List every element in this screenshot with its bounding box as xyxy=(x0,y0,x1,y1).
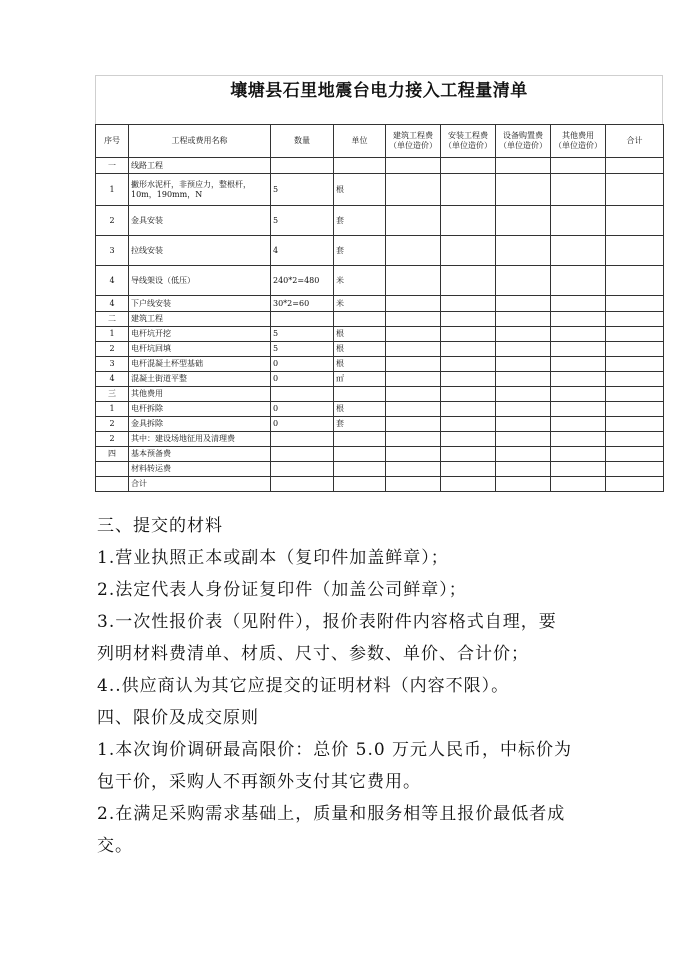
cell-empty xyxy=(386,342,441,357)
cell-seq: 2 xyxy=(96,432,129,447)
table-row xyxy=(96,447,664,462)
cell-seq: 一 xyxy=(96,158,129,174)
cell-qty: 0 xyxy=(271,357,334,372)
cell-empty xyxy=(551,402,606,417)
cell-name: 其他费用 xyxy=(129,387,271,402)
cell-empty xyxy=(606,312,664,327)
cell-empty xyxy=(496,312,551,327)
cell-empty xyxy=(496,342,551,357)
cell-empty xyxy=(496,402,551,417)
cell-empty xyxy=(496,266,551,296)
cell-empty xyxy=(441,432,496,447)
sheet-title: 壤塘县石里地震台电力接入工程量清单 xyxy=(95,75,663,106)
cell-empty xyxy=(551,372,606,387)
header-unit: 单位 xyxy=(334,125,386,158)
cell-empty xyxy=(496,432,551,447)
cell-empty xyxy=(441,447,496,462)
header-build-label: 建筑工程费 xyxy=(393,131,433,140)
cell-name: 混凝土街道平整 xyxy=(129,372,271,387)
cell-empty xyxy=(386,312,441,327)
cell-empty xyxy=(551,447,606,462)
cell-name: 电杆坑开挖 xyxy=(129,327,271,342)
table-row xyxy=(96,342,664,357)
cell-unit xyxy=(334,477,386,492)
cell-empty xyxy=(606,357,664,372)
header-build-cost xyxy=(386,125,441,158)
header-name: 工程或费用名称 xyxy=(129,125,271,158)
cell-empty xyxy=(441,327,496,342)
cell-empty xyxy=(551,387,606,402)
cell-qty: 5 xyxy=(271,342,334,357)
cell-qty xyxy=(271,477,334,492)
cell-empty xyxy=(496,296,551,312)
section-heading-materials: 三、提交的材料 xyxy=(97,516,223,536)
cell-seq: 二 xyxy=(96,312,129,327)
cell-unit xyxy=(334,312,386,327)
cell-empty xyxy=(551,417,606,432)
cell-empty xyxy=(496,417,551,432)
cell-empty xyxy=(496,387,551,402)
cell-seq: 1 xyxy=(96,174,129,206)
cell-unit: 根 xyxy=(334,327,386,342)
cell-empty xyxy=(441,477,496,492)
header-qty: 数量 xyxy=(271,125,334,158)
cell-empty xyxy=(606,266,664,296)
cell-empty xyxy=(386,296,441,312)
cell-seq: 4 xyxy=(96,372,129,387)
cell-empty xyxy=(441,372,496,387)
cell-empty xyxy=(606,236,664,266)
cell-empty xyxy=(441,387,496,402)
paragraph: 2.在满足采购需求基础上，质量和服务相等且报价最低者成 xyxy=(97,804,566,824)
cell-qty: 5 xyxy=(271,174,334,206)
header-other-label: 其他费用 xyxy=(562,131,594,140)
paragraph: 包干价，采购人不再额外支付其它费用。 xyxy=(97,772,421,792)
header-other-cost xyxy=(551,125,606,158)
cell-empty xyxy=(606,477,664,492)
paragraph: 1.营业执照正本或副本（复印件加盖鲜章）； xyxy=(97,548,449,568)
cell-qty: 5 xyxy=(271,206,334,236)
cell-empty xyxy=(441,402,496,417)
cell-empty xyxy=(386,402,441,417)
table-row xyxy=(96,462,664,477)
cell-name: 材料转运费 xyxy=(129,462,271,477)
cell-empty xyxy=(606,372,664,387)
cell-qty: 4 xyxy=(271,236,334,266)
cell-empty xyxy=(441,158,496,174)
cell-empty xyxy=(551,296,606,312)
cell-qty: 0 xyxy=(271,402,334,417)
table-row xyxy=(96,432,664,447)
cell-empty xyxy=(386,174,441,206)
cell-unit xyxy=(334,432,386,447)
cell-qty xyxy=(271,158,334,174)
cell-empty xyxy=(551,327,606,342)
cell-empty xyxy=(386,417,441,432)
cell-name: 下户线安装 xyxy=(129,296,271,312)
cell-unit xyxy=(334,462,386,477)
cell-name: 基本预备费 xyxy=(129,447,271,462)
cell-qty: 0 xyxy=(271,372,334,387)
cell-empty xyxy=(441,236,496,266)
table-row xyxy=(96,387,664,402)
paragraph: 4..供应商认为其它应提交的证明材料（内容不限）。 xyxy=(97,676,510,696)
cell-unit: 套 xyxy=(334,236,386,266)
table-row xyxy=(96,417,664,432)
cell-name: 电杆坑回填 xyxy=(129,342,271,357)
cell-empty xyxy=(496,477,551,492)
cell-seq: 四 xyxy=(96,447,129,462)
cell-empty xyxy=(441,417,496,432)
cell-empty xyxy=(551,174,606,206)
cell-empty xyxy=(551,266,606,296)
cell-empty xyxy=(496,236,551,266)
cell-empty xyxy=(606,417,664,432)
header-equip-sub: （单位造价） xyxy=(499,141,547,150)
cell-seq xyxy=(96,462,129,477)
cell-unit xyxy=(334,158,386,174)
cell-empty xyxy=(551,357,606,372)
cell-qty: 30*2=60 xyxy=(271,296,334,312)
cell-empty xyxy=(386,387,441,402)
table-header-row xyxy=(96,125,664,158)
paragraph: 3.一次性报价表（见附件），报价表附件内容格式自理，要 xyxy=(97,612,557,632)
cell-empty xyxy=(606,447,664,462)
cell-seq xyxy=(96,477,129,492)
cell-empty xyxy=(606,462,664,477)
header-install-sub: （单位造价） xyxy=(444,141,492,150)
cell-empty xyxy=(441,462,496,477)
header-equip-label: 设备购置费 xyxy=(503,131,543,140)
cell-unit: 根 xyxy=(334,342,386,357)
table-row xyxy=(96,312,664,327)
table-row xyxy=(96,477,664,492)
cell-empty xyxy=(386,372,441,387)
cell-qty: 0 xyxy=(271,417,334,432)
cell-name: 拉线安装 xyxy=(129,236,271,266)
cell-unit xyxy=(334,387,386,402)
cell-empty xyxy=(606,206,664,236)
cell-empty xyxy=(386,158,441,174)
cell-qty xyxy=(271,387,334,402)
cell-name: 线路工程 xyxy=(129,158,271,174)
cell-empty xyxy=(496,462,551,477)
table-row xyxy=(96,206,664,236)
cell-name: 建筑工程 xyxy=(129,312,271,327)
cell-unit: ㎡ xyxy=(334,372,386,387)
cell-empty xyxy=(606,387,664,402)
table-row xyxy=(96,174,664,206)
cell-name: 电杆拆除 xyxy=(129,402,271,417)
cell-unit: 根 xyxy=(334,174,386,206)
header-build-sub: （单位造价） xyxy=(389,141,437,150)
cell-empty xyxy=(441,342,496,357)
cell-unit xyxy=(334,447,386,462)
header-equip-cost xyxy=(496,125,551,158)
quantity-table xyxy=(95,124,664,492)
cell-name: 撇形水泥杆，非预应力，整根杆，10m，190mm，N xyxy=(129,174,271,206)
cell-empty xyxy=(551,342,606,357)
cell-empty xyxy=(551,206,606,236)
cell-seq: 3 xyxy=(96,357,129,372)
cell-name: 金具安装 xyxy=(129,206,271,236)
cell-unit: 根 xyxy=(334,402,386,417)
cell-empty xyxy=(386,236,441,266)
cell-seq: 4 xyxy=(96,266,129,296)
header-install-label: 安装工程费 xyxy=(448,131,488,140)
cell-empty xyxy=(551,462,606,477)
table-row xyxy=(96,402,664,417)
cell-empty xyxy=(496,206,551,236)
cell-seq: 2 xyxy=(96,206,129,236)
cell-name: 其中：建设场地征用及清理费 xyxy=(129,432,271,447)
cell-name: 电杆混凝土杯型基础 xyxy=(129,357,271,372)
cell-empty xyxy=(441,174,496,206)
cell-seq: 2 xyxy=(96,417,129,432)
header-install-cost xyxy=(441,125,496,158)
cell-empty xyxy=(441,206,496,236)
table-row xyxy=(96,158,664,174)
cell-qty xyxy=(271,312,334,327)
cell-empty xyxy=(551,312,606,327)
cell-empty xyxy=(441,266,496,296)
cell-unit: 米 xyxy=(334,266,386,296)
cell-seq: 三 xyxy=(96,387,129,402)
table-row xyxy=(96,296,664,312)
cell-seq: 1 xyxy=(96,402,129,417)
cell-qty xyxy=(271,432,334,447)
cell-empty xyxy=(496,158,551,174)
cell-unit: 套 xyxy=(334,417,386,432)
cell-empty xyxy=(386,462,441,477)
table-row xyxy=(96,327,664,342)
cell-empty xyxy=(551,432,606,447)
paragraph: 2.法定代表人身份证复印件（加盖公司鲜章）； xyxy=(97,580,467,600)
paragraph: 列明材料费清单、材质、尺寸、参数、单价、合计价； xyxy=(97,644,529,664)
cell-empty xyxy=(551,236,606,266)
cell-empty xyxy=(386,447,441,462)
cell-empty xyxy=(386,206,441,236)
cell-unit: 套 xyxy=(334,206,386,236)
cell-qty xyxy=(271,462,334,477)
cell-empty xyxy=(551,477,606,492)
cell-empty xyxy=(386,432,441,447)
cell-empty xyxy=(441,357,496,372)
paragraph: 交。 xyxy=(97,836,133,856)
cell-empty xyxy=(386,357,441,372)
table-row xyxy=(96,372,664,387)
cell-qty xyxy=(271,447,334,462)
cell-empty xyxy=(606,342,664,357)
cell-seq: 2 xyxy=(96,342,129,357)
cell-empty xyxy=(606,174,664,206)
quantity-list-sheet xyxy=(95,75,663,492)
cell-empty xyxy=(606,158,664,174)
cell-empty xyxy=(606,296,664,312)
cell-empty xyxy=(386,327,441,342)
cell-name: 合计 xyxy=(129,477,271,492)
table-row xyxy=(96,236,664,266)
header-seq: 序号 xyxy=(96,125,129,158)
title-gap xyxy=(95,106,663,124)
cell-empty xyxy=(496,372,551,387)
cell-empty xyxy=(606,402,664,417)
cell-empty xyxy=(441,296,496,312)
cell-empty xyxy=(606,432,664,447)
cell-empty xyxy=(551,158,606,174)
table-row xyxy=(96,357,664,372)
cell-qty: 240*2=480 xyxy=(271,266,334,296)
cell-seq: 3 xyxy=(96,236,129,266)
cell-empty xyxy=(386,477,441,492)
cell-empty xyxy=(496,357,551,372)
cell-unit: 米 xyxy=(334,296,386,312)
paragraph: 1.本次询价调研最高限价：总价 5.0 万元人民币，中标价为 xyxy=(97,740,573,760)
header-total: 合计 xyxy=(606,125,664,158)
cell-seq: 1 xyxy=(96,327,129,342)
table-row xyxy=(96,266,664,296)
cell-empty xyxy=(496,327,551,342)
header-other-sub: （单位造价） xyxy=(554,141,602,150)
cell-empty xyxy=(606,327,664,342)
cell-empty xyxy=(386,266,441,296)
section-heading-pricing: 四、限价及成交原则 xyxy=(97,708,259,728)
cell-empty xyxy=(441,312,496,327)
cell-name: 金具拆除 xyxy=(129,417,271,432)
cell-empty xyxy=(496,447,551,462)
cell-name: 导线架设（低压） xyxy=(129,266,271,296)
cell-unit: 根 xyxy=(334,357,386,372)
cell-qty: 5 xyxy=(271,327,334,342)
cell-seq: 4 xyxy=(96,296,129,312)
cell-empty xyxy=(496,174,551,206)
table-body xyxy=(96,158,664,492)
body-text xyxy=(97,510,597,862)
